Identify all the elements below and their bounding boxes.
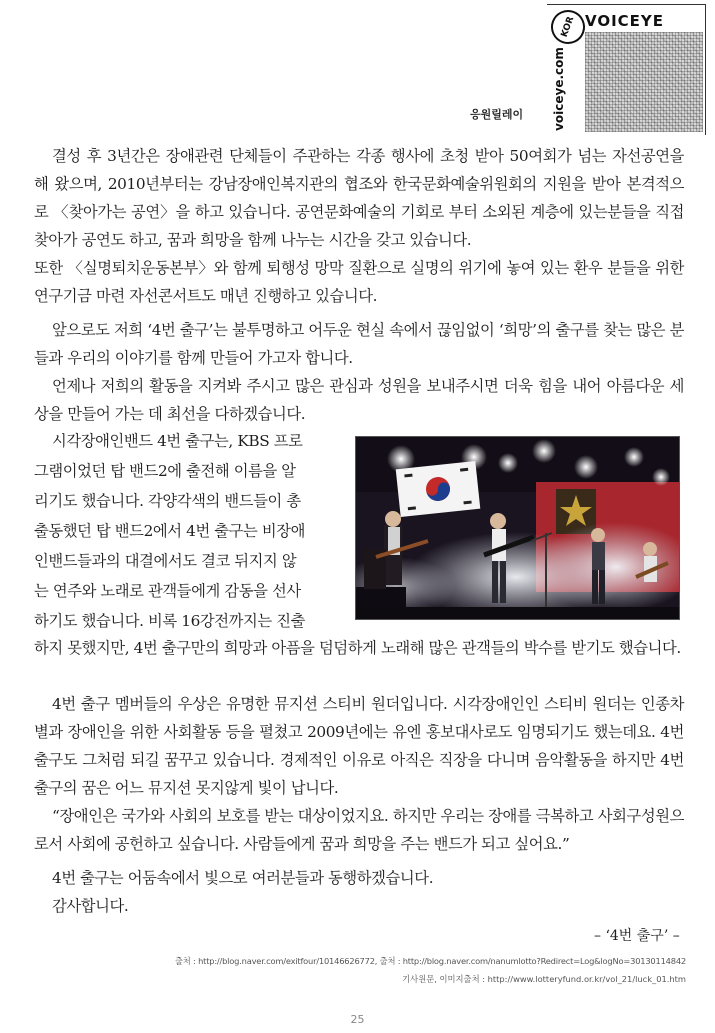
paragraph-6: 4번 출구 멤버들의 우상은 유명한 뮤지션 스티비 원더입니다. 시각장애인인 스티비 원더는 인종차별과 장애인을 위한 사회활동 등을 펼쳤고 2009년에는 유엔 홍보대사로도 임명되기도 했는데요. 4번 출구도 그처럼 되길 꿈꾸고 있습니다. 경제적인 이유로 아직은 직장을 다니며 음악활동을 하지만 4번 출구의 꿈은 어느 뮤지션 못지않게 빛이 납니다. — [34, 695, 684, 797]
voiceye-barcode[interactable] — [585, 32, 703, 132]
band-concert-photo — [355, 436, 680, 620]
voiceye-logo: VOICEYE — [585, 12, 665, 30]
page-number: 25 — [350, 1013, 365, 1026]
wrapped-line: 하기도 했습니다. 비록 16강전까지는 진출 — [34, 612, 306, 630]
section-label: 응원릴레이 — [470, 108, 524, 121]
wrapped-line: 인밴드들과의 대결에서도 결코 뒤지지 않 — [34, 552, 297, 570]
wrapped-line: 시각장애인밴드 4번 출구는, KBS 프로 — [52, 432, 303, 450]
band-signature: – ‘4번 출구’ – — [594, 928, 680, 944]
wrapped-line: 출동했던 탑 밴드2에서 4번 출구는 비장애 — [34, 522, 306, 540]
paragraph-1: 결성 후 3년간은 장애관련 단체들이 주관하는 각종 행사에 초청 받아 50여회가 넘는 자선공연을 해 왔으며, 2010년부터는 강남장애인복지관의 협조와 한국문화예술위원회의 지원을 받아 본격적으로 〈찾아가는 공연〉을 하고 있습니다. 공연문화예술의 기회로 부터 소외된 계층에 있는분들을 직접 찾아가 공연도 하고, 꿈과 희망을 함께 나누는 시간을 갖고 있습니다. — [34, 147, 684, 249]
wrapped-line: 는 연주와 노래로 관객들에게 감동을 선사 — [34, 582, 301, 600]
paragraph-7-quote: “장애인은 국가와 사회의 보호를 받는 대상이었지요. 하지만 우리는 장애를 극복하고 사회구성원으로서 사회에 공헌하고 싶습니다. 사람들에게 꿈과 희망을 주는 밴드가 되고 싶어요.” — [34, 807, 684, 853]
kor-badge: KOR — [546, 5, 590, 49]
paragraph-8: 4번 출구는 어둠속에서 빛으로 여러분들과 동행하겠습니다. — [52, 869, 434, 887]
wrapped-line: 리기도 했습니다. 각양각색의 밴드들이 총 — [34, 492, 301, 510]
voiceye-code-block — [547, 4, 705, 134]
source-line-2: 기사원문, 이미지출처 : http://www.lotteryfund.or.kr/vol_21/luck_01.htm — [402, 974, 686, 984]
paragraph-9-closing: 감사합니다. — [52, 897, 129, 915]
paragraph-4: 언제나 저희의 활동을 지켜봐 주시고 많은 관심과 성원을 보내주시면 더욱 힘을 내어 아름다운 세상을 만들어 가는 데 최선을 다하겠습니다. — [34, 377, 684, 423]
source-line-1: 출처 : http://blog.naver.com/exitfour/10146626772, 출처 : http://blog.naver.com/nanumlotto?Redirect=Log&logNo=30130114842 — [174, 956, 686, 966]
wrapped-line: 그램이었던 탑 밴드2에 출전해 이름을 알 — [34, 462, 296, 480]
concert-illustration — [356, 437, 679, 619]
voiceye-url: voiceye.com — [552, 47, 566, 131]
paragraph-5-wrapped — [34, 426, 346, 636]
paragraph-3: 앞으로도 저희 ‘4번 출구’는 불투명하고 어두운 현실 속에서 끊임없이 ‘희망’의 출구를 찾는 많은 분들과 우리의 이야기를 함께 만들어 가고자 합니다. — [34, 321, 684, 367]
paragraph-5-continued: 하지 못했지만, 4번 출구만의 희망과 아픔을 덤덤하게 노래해 많은 관객들의 박수를 받기도 했습니다. — [34, 639, 681, 657]
paragraph-2: 또한 〈실명퇴치운동본부〉와 함께 퇴행성 망막 질환으로 실명의 위기에 놓여 있는 환우 분들을 위한 연구기금 마련 자선콘서트도 매년 진행하고 있습니다. — [34, 259, 684, 305]
